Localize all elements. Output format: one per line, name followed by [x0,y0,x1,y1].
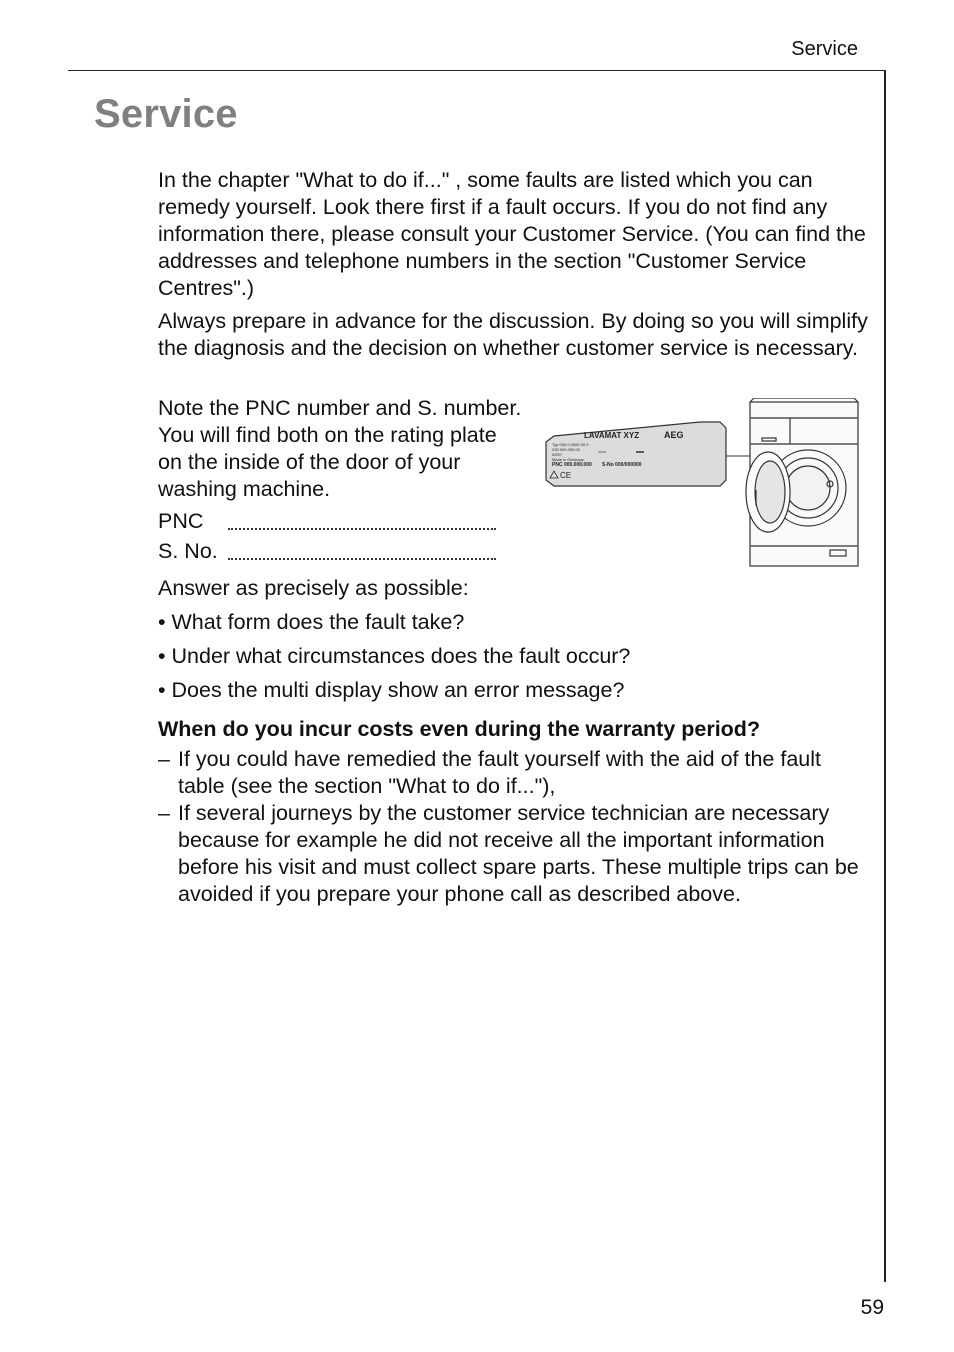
pnc-field [158,508,228,536]
question-item: • What form does the fault take? [158,610,465,634]
intro-paragraph: In the chapter "What to do if..." , some faults are listed which you can remedy yourself. Look there first if a fault occurs. If you do not find any information there, please consult your Customer Service. (You can find the addresses and telephone numbers in the section "Customer Service Centres".) [158,168,866,300]
page-title: Service [94,92,238,136]
question-item: • Under what circumstances does the fault occur? [158,644,631,668]
warranty-item [158,800,868,908]
answer-intro: Answer as precisely as possible: [158,576,469,600]
plate-model: LAVAMAT XYZ [584,431,640,440]
plate-line: 230 000 000 00 [552,447,580,452]
serial-number-dotted-line [228,538,496,560]
running-header: Service [791,38,858,60]
warranty-item-text: If several journeys by the customer service technician are necessary because for example he did not receive all the important information before his visit and must collect spare parts. These multiple trips can be avoided if you prepare your phone call as described above. [178,801,859,906]
pnc-dotted-line [228,508,496,530]
plate-serial: S-No 000/000000 [602,462,642,468]
pnc-label: PNC [158,509,204,533]
margin-rule [884,70,886,1282]
dash-marker: – [158,801,170,825]
warranty-item [158,746,868,800]
serial-number-label: S. No. [158,539,218,563]
plate-line: Made in Germany [552,457,584,462]
header-rule [68,70,886,71]
plate-pnc: PNC 000.000.000 [552,462,592,468]
plate-line: 00/57 [552,452,563,457]
plate-line: Typ 000 0 0000 00 0 [552,442,589,447]
preparation-paragraph: Always prepare in advance for the discussion. By doing so you will simplify the diagnosis and the decision on whether customer service is necessary. [158,309,868,360]
warranty-item-text: If you could have remedied the fault yourself with the aid of the fault table (see the section "What to do if..."), [178,747,821,798]
machine-body [746,398,858,566]
plate-brand: AEG [664,430,684,440]
plate-ce-mark: CE [560,471,572,480]
page-number: 59 [860,1296,884,1319]
question-item: • Does the multi display show an error message? [158,678,625,702]
serial-number-field [158,538,228,566]
washing-machine-illustration [540,398,862,570]
warranty-heading: When do you incur costs even during the warranty period? [158,717,761,741]
note-numbers-paragraph: Note the PNC number and S. number. You will find both on the rating plate on the inside of the door of your washing machine. [158,396,522,501]
dash-marker: – [158,747,170,771]
